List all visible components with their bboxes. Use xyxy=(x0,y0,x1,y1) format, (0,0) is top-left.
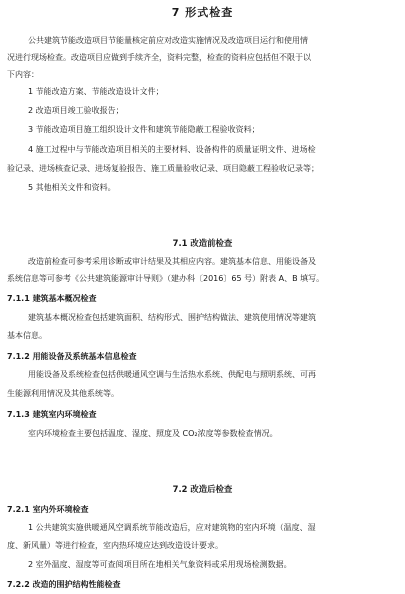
subsection-title-7-2-2: 7.2.2 改造的围护结构性能检查 xyxy=(7,580,121,589)
subsection-body: 2 室外温度、湿度等可查阅项目所在地相关气象资料或采用现场检测数据。 xyxy=(28,560,292,569)
list-item: 4 施工过程中与节能改造项目相关的主要材料、设备构件的质量证明文件、进场检 xyxy=(28,145,316,154)
list-item: 3 节能改造项目施工组织设计文件和建筑节能隐蔽工程验收资料； xyxy=(28,125,260,134)
list-item: 1 节能改造方案、节能改造设计文件； xyxy=(28,87,164,96)
subsection-body: 基本信息。 xyxy=(7,331,47,340)
list-item: 验记录、进场核查记录、进场复验报告、施工质量验收记录、项目隐蔽工程验收记录等； xyxy=(7,164,319,173)
section-body: 系统信息等可参考《公共建筑能源审计导则》（建办科〔2016〕65 号）附表 A、B 填写。 xyxy=(7,274,325,283)
subsection-title-7-1-1: 7.1.1 建筑基本概况检查 xyxy=(7,294,97,303)
intro-line: 下内容： xyxy=(7,70,39,79)
intro-line: 公共建筑节能改造项目节能量核定前应对改造实施情况及改造项目运行和使用情 xyxy=(28,36,308,45)
subsection-body: 度、新风量）等进行检查，室内热环境应达到改造设计要求。 xyxy=(7,541,223,550)
intro-line: 况进行现场检查。改造项目应做到手续齐全，资料完整，检查的资料应包括但不限于以 xyxy=(7,53,311,62)
list-item: 5 其他相关文件和资料。 xyxy=(28,183,116,192)
subsection-body: 生能源利用情况及其他系统等。 xyxy=(7,389,119,398)
subsection-body: 室内环境检查主要包括温度、湿度、照度及 CO₂浓度等参数检查情况。 xyxy=(28,429,278,438)
subsection-title-7-2-1: 7.2.1 室内外环境检查 xyxy=(7,505,89,514)
subsection-body: 建筑基本概况检查包括建筑面积、结构形式、围护结构做法、建筑使用情况等建筑 xyxy=(28,313,316,322)
subsection-body: 1 公共建筑实施供暖通风空调系统节能改造后，应对建筑物的室内环境（温度、湿 xyxy=(28,523,316,532)
section-title-7-2: 7.2 改造后检查 xyxy=(172,484,233,494)
section-body: 改造前检查可参考采用诊断或审计结果及其相应内容。建筑基本信息、用能设备及 xyxy=(28,257,316,266)
subsection-title-7-1-3: 7.1.3 建筑室内环境检查 xyxy=(7,410,97,419)
chapter-title: 7 形式检查 xyxy=(171,6,234,19)
section-title-7-1: 7.1 改造前检查 xyxy=(172,238,233,248)
subsection-body: 用能设备及系统检查包括供暖通风空调与生活热水系统、供配电与照明系统、可再 xyxy=(28,370,316,379)
subsection-title-7-1-2: 7.1.2 用能设备及系统基本信息检查 xyxy=(7,352,137,361)
list-item: 2 改造项目竣工验收报告； xyxy=(28,106,124,115)
